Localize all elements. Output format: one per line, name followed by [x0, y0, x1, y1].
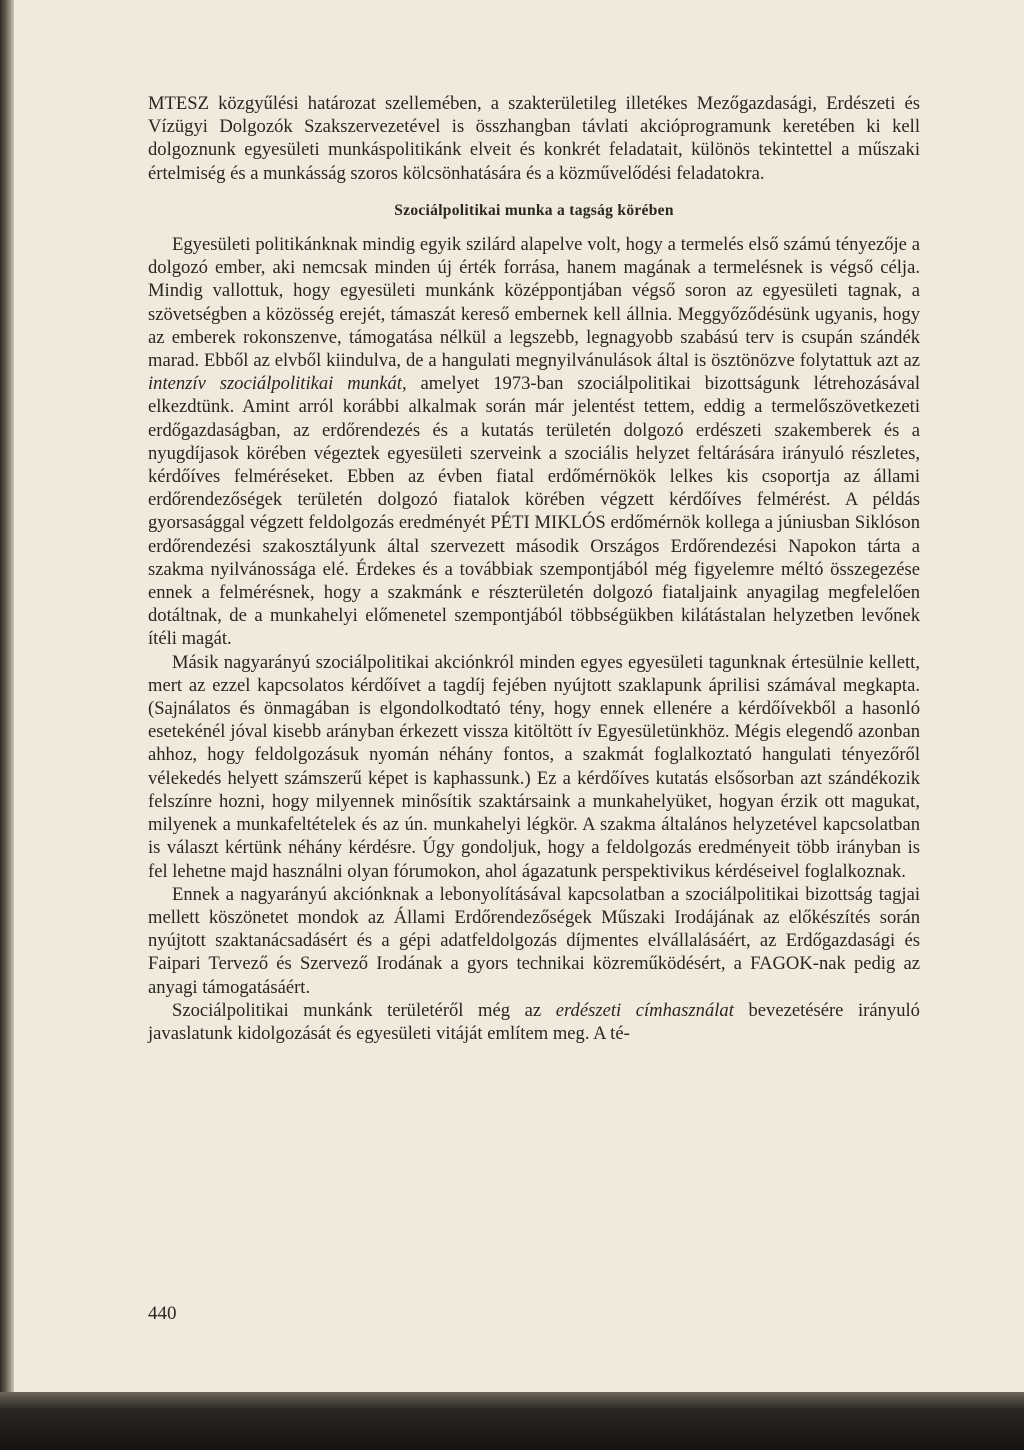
page-bottom-edge: [0, 1392, 1024, 1450]
paragraph-1-part-1: Egyesületi politikánknak mindig egyik szilárd alapelve volt, hogy a termelés első számú tényezője a dolgozó ember, aki nemcsak minden új érték forrása, hanem magának a termelésnek is végső célja. Mindig vallottuk, hogy egyesületi munkánk középpontjában végső soron az egyesületi tagnak, a szövetségben a közösség erejét, támaszát kereső embernek kell állnia. Meggyőződésünk ugyanis, hogy az emberek rokonszenve, támogatása nélkül a legszebb, legnagyobb szabású terv is csupán szándék marad. Ebből az elvből kiindulva, de a hangulati megnyilvánulások által is ösztönözve folytattuk azt az: [148, 234, 920, 372]
section-heading: Szociálpolitikai munka a tagság körében: [394, 201, 674, 219]
paragraph-4-part-1: Szociálpolitikai munkánk területéről még az: [172, 999, 542, 1021]
page-number: 440: [148, 1303, 177, 1324]
page-text-block: [148, 92, 920, 1045]
paragraph-4-part-2: bevezetésére irányuló javaslatunk kidolgozását és egyesületi vitáját említem meg. A té-: [148, 999, 920, 1044]
book-spine-shadow: [0, 0, 14, 1450]
paragraph-1-emphasis: intenzív szociálpolitikai munkát,: [148, 373, 407, 395]
paragraph-2: Másik nagyarányú szociálpolitikai akciónkról minden egyes egyesületi tagunknak értesülnie kellett, mert az ezzel kapcsolatos kérdőívet a tagdíj fejében nyújtott szaklapunk áprilisi számával megkapta. (Sajnálatos és önmagában is elgondolkodtató tény, hogy ennek ellenére a kérdőívekből a hasonló esetekénél jóval kisebb arányban érkezett vissza kitöltött ív Egyesületünkhöz. Mégis elegendő azonban ahhoz, hogy feldolgozásuk nyomán néhány fontos, a szakmát foglalkoztató hangulati tényezőről vélekedés helyett számszerű képet is kaphassunk.) Ez a kérdőíves kutatás elsősorban azt szándékozik felszínre hozni, hogy milyennek minősítik szaktársaink a munkahelyüket, hogyan érzik ott magukat, milyenek a munkafeltételek és az ún. munkahelyi légkör. A szakma általános helyzetével kapcsolatban is választ kértünk néhány kérdésre. Úgy gondoljuk, hogy a feldolgozás eredményeit több irányban is fel lehetne majd használni olyan fórumokon, ahol ágazatunk perspektivikus kérdéseivel foglalkoznak.: [148, 651, 920, 882]
paragraph-4: [148, 999, 920, 1045]
paragraph-1: [148, 233, 920, 651]
paragraph-4-emphasis: erdészeti címhasználat: [555, 999, 734, 1021]
paragraph-3: Ennek a nagyarányú akciónknak a lebonyolításával kapcsolatban a szociálpolitikai bizottság tagjai mellett köszönetet mondok az Állami Erdőrendezőségek Műszaki Irodájának az előkészítés során nyújtott szaktanácsadásért és a gépi adatfeldolgozás díjmentes elvállalásáért, az Erdőgazdasági és Faipari Tervező és Szervező Irodának a gyors technikai közreműködésért, a FAGOK-nak pedig az anyagi támogatásáért.: [148, 883, 920, 998]
paragraph-1-part-2: amelyet 1973-ban szociálpolitikai bizottságunk létrehozásával elkezdtünk. Amint arról korábbi alkalmak során már jelentést tettem, eddig a termelőszövetkezeti erdőgazdaságban, az erdőrendezés és a kutatás területén dolgozó erdészeti szakemberek és a nyugdíjasok körében végeztek egyesületi szerveink a szociális helyzet feltárására irányuló részletes, kérdőíves felméréseket. Ebben az évben fiatal erdőmérnökök lelkes kis csoportja az állami erdőrendezőségek területén dolgozó fiatalok körében végzett kérdőíves felmérést. A példás gyorsasággal végzett feldolgozás eredményét PÉTI MIKLÓS erdőmérnök kollega a júniusban Siklóson erdőrendezési szakosztályunk által szervezett második Országos Erdőrendezési Napokon tárta a szakma nyilvánossága elé. Érdekes és a továbbiak szempontjából még figyelemre méltó összegezése ennek a felmérésnek, hogy a szakmánk e részterületén dolgozó fiataljaink anyagilag megfelelően dotáltnak, de a munkahelyi előmenetel szempontjából többségükben kilátástalan helyzetben levőnek ítéli magát.: [148, 373, 920, 650]
intro-paragraph: MTESZ közgyűlési határozat szellemében, a szakterületileg illetékes Mezőgazdasági, Erdészeti és Vízügyi Dolgozók Szakszervezetével is összhangban távlati akcióprogramunk keretében ki kell dolgoznunk egyesületi munkáspolitikánk elveit és konkrét feladatait, különös tekintettel a műszaki értelmiség és a munkásság szoros kölcsönhatására és a közművelődési feladatokra.: [148, 93, 920, 184]
